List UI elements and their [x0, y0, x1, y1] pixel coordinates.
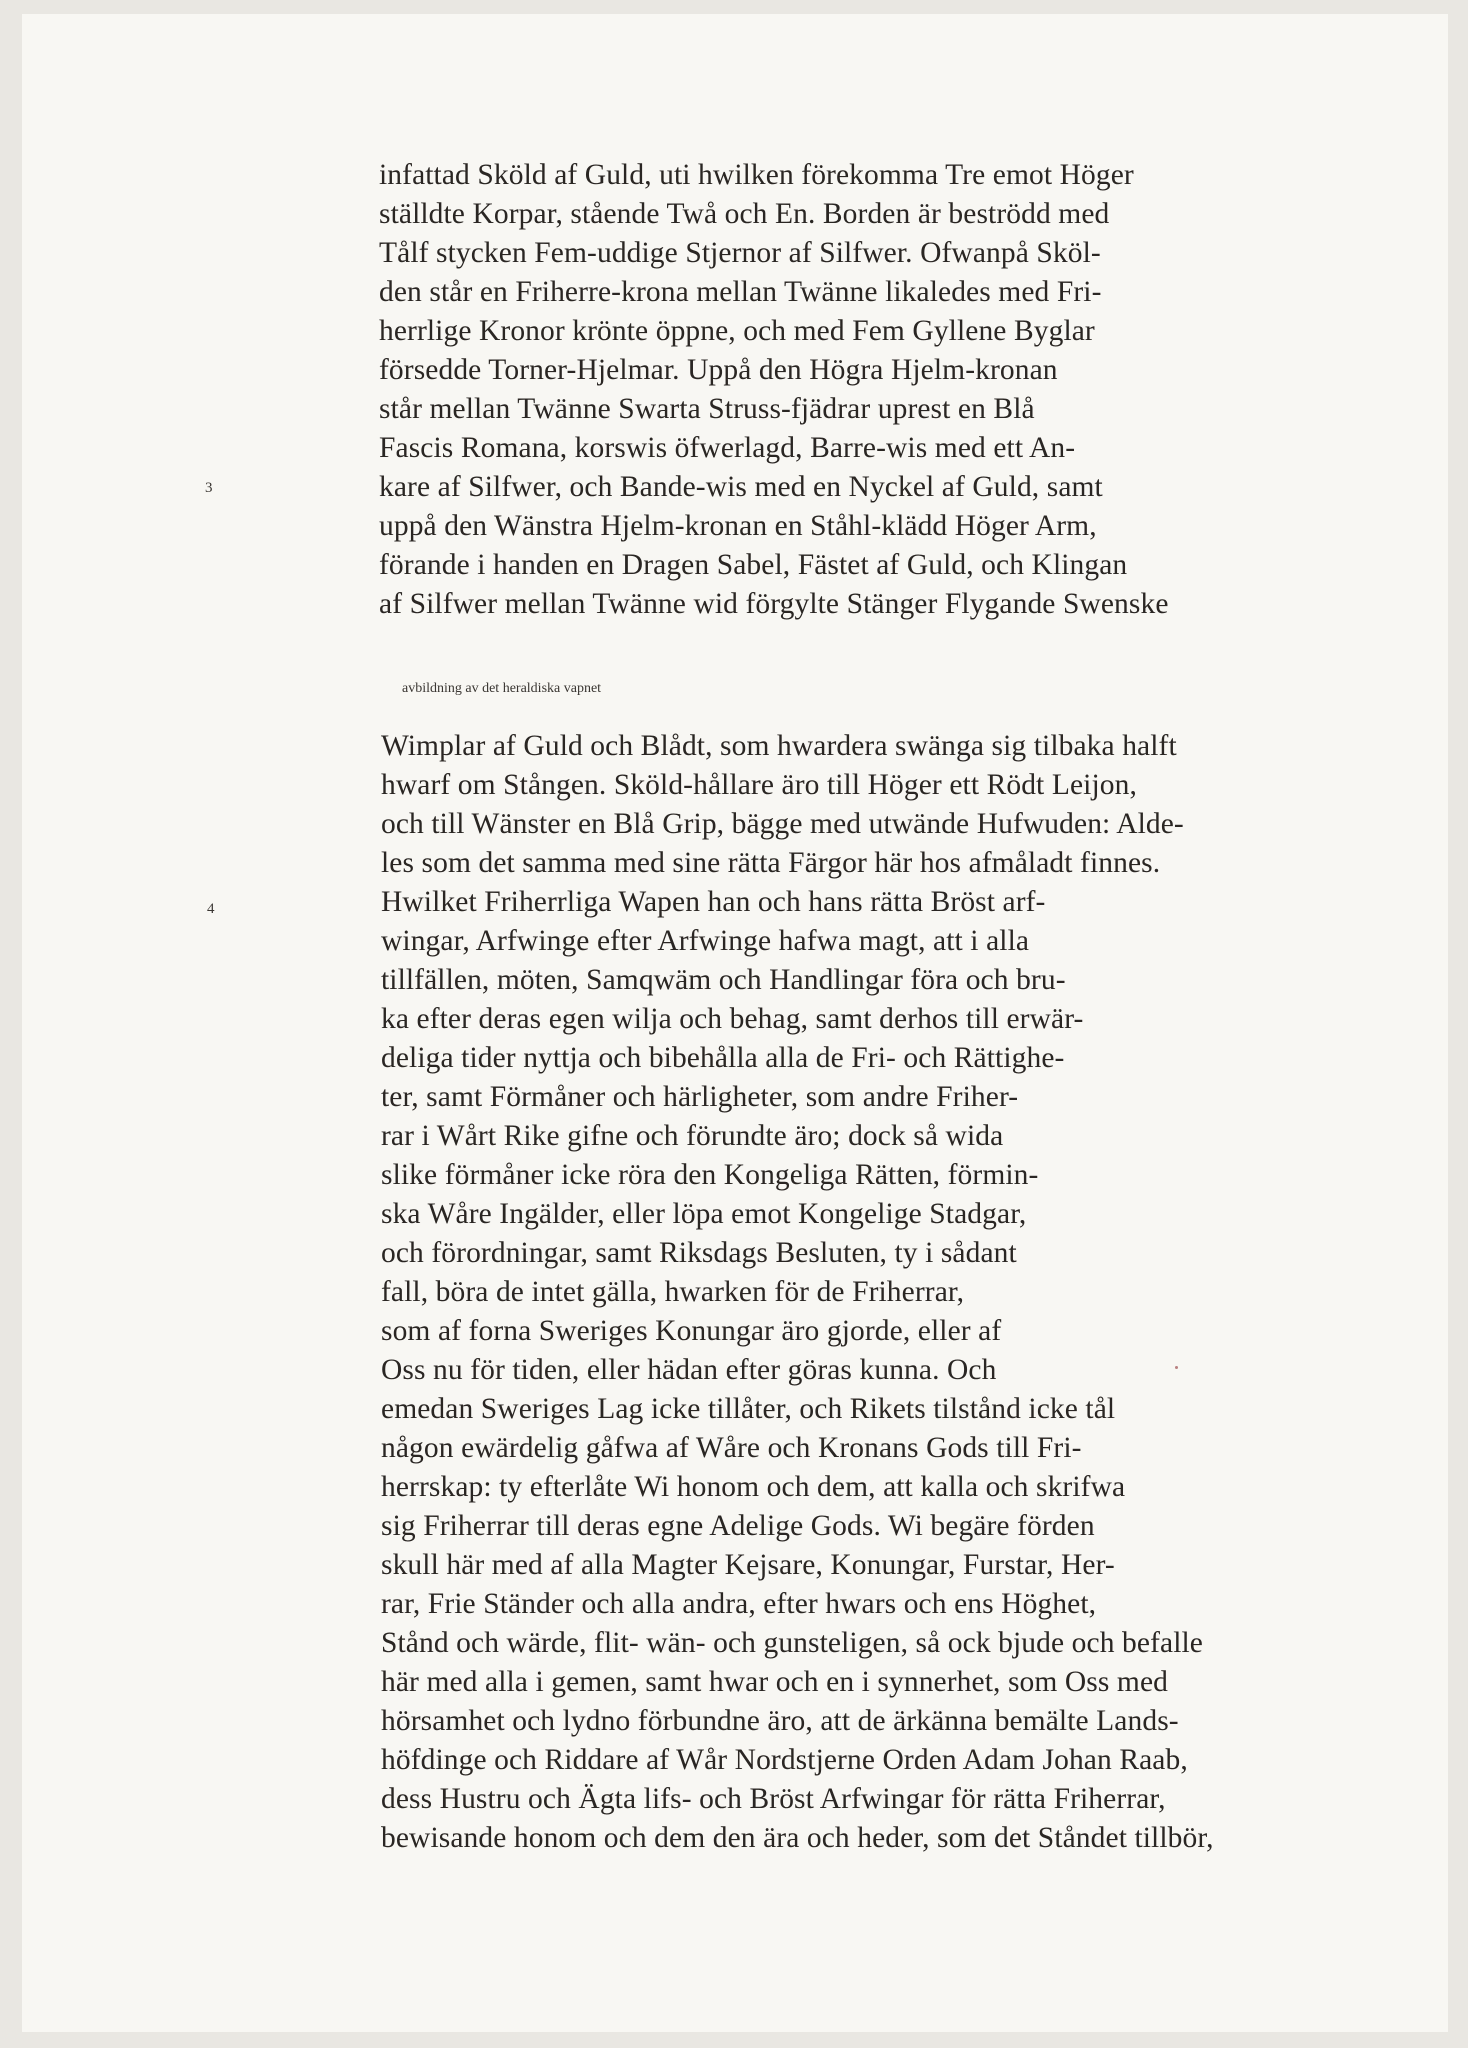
text-line: skull här med af alla Magter Kejsare, Konungar, Furstar, Her-: [381, 1549, 1115, 1581]
text-line: står mellan Twänne Swarta Struss-fjädrar uprest en Blå: [379, 393, 1035, 425]
text-line: sig Friherrar till deras egne Adelige Gods. Wi begäre förden: [381, 1510, 1095, 1542]
text-line: bewisande honom och dem den ära och heder, som det Ståndet tillbör,: [381, 1822, 1214, 1854]
text-line: infattad Sköld af Guld, uti hwilken förekomma Tre emot Höger: [379, 159, 1134, 191]
text-line: uppå den Wänstra Hjelm-kronan en Ståhl-klädd Höger Arm,: [379, 510, 1097, 542]
show-through-shadow: [82, 334, 112, 454]
text-line: herrskap: ty efterlåte Wi honom och dem, att kalla och skrifwa: [381, 1471, 1126, 1503]
margin-number: 4: [207, 901, 215, 917]
text-line: ställdte Korpar, stående Twå och En. Borden är beströdd med: [379, 198, 1110, 230]
text-line: försedde Torner-Hjelmar. Uppå den Högra Hjelm-kronan: [379, 354, 1058, 386]
text-line: Stånd och wärde, flit- wän- och gunsteligen, så ock bjude och befalle: [381, 1627, 1203, 1659]
text-line: ska Wåre Ingälder, eller löpa emot Kongelige Stadgar,: [381, 1198, 1027, 1230]
document-page: [22, 14, 1448, 2032]
text-line: rar i Wårt Rike gifne och förundte äro; dock så wida: [381, 1120, 1004, 1152]
text-line: af Silfwer mellan Twänne wid förgylte Stänger Flygande Swenske: [379, 588, 1169, 620]
text-line: och förordningar, samt Riksdags Besluten, ty i sådant: [381, 1237, 1017, 1269]
text-line: ka efter deras egen wilja och behag, samt derhos till erwär-: [381, 1003, 1084, 1035]
text-line: Tålf stycken Fem-uddige Stjernor af Silfwer. Ofwanpå Sköl-: [379, 237, 1101, 269]
text-line: och till Wänster en Blå Grip, bägge med utwände Hufwuden: Alde-: [381, 808, 1184, 840]
text-line: den står en Friherre-krona mellan Twänne likaledes med Fri-: [379, 276, 1102, 308]
text-line: som af forna Sweriges Konungar äro gjorde, eller af: [381, 1315, 1002, 1347]
text-line: kare af Silfwer, och Bande-wis med en Nyckel af Guld, samt: [379, 471, 1103, 503]
text-line: ter, samt Förmåner och härligheter, som andre Friher-: [381, 1081, 1019, 1113]
text-line: här med alla i gemen, samt hwar och en i synnerhet, som Oss med: [381, 1666, 1169, 1698]
text-line: tillfällen, möten, Samqwäm och Handlingar föra och bru-: [381, 964, 1066, 996]
text-line: dess Hustru och Ägta lifs- och Bröst Arfwingar för rätta Friherrar,: [381, 1783, 1166, 1815]
text-line: deliga tider nyttja och bibehålla alla de Fri- och Rättighe-: [381, 1042, 1065, 1074]
text-line: Hwilket Friherrliga Wapen han och hans rätta Bröst arf-: [381, 886, 1046, 918]
text-line: rar, Frie Ständer och alla andra, efter hwars och ens Höghet,: [381, 1588, 1097, 1620]
paper-speck: [1175, 1366, 1178, 1369]
text-line: Wimplar af Guld och Blådt, som hwardera swänga sig tilbaka halft: [381, 730, 1177, 762]
text-line: höfdinge och Riddare af Wår Nordstjerne Orden Adam Johan Raab,: [381, 1744, 1188, 1776]
text-line: hörsamhet och lydno förbundne äro, att de ärkänna bemälte Lands-: [381, 1705, 1179, 1737]
text-line: emedan Sweriges Lag icke tillåter, och Rikets tilstånd icke tål: [381, 1393, 1116, 1425]
text-line: wingar, Arfwinge efter Arfwinge hafwa magt, att i alla: [381, 925, 1030, 957]
margin-number: 3: [205, 480, 213, 496]
image-caption: avbildning av det heraldiska vapnet: [402, 681, 602, 696]
text-line: någon ewärdelig gåfwa af Wåre och Kronans Gods till Fri-: [381, 1432, 1082, 1464]
text-line: slike förmåner icke röra den Kongeliga Rätten, förmin-: [381, 1159, 1039, 1191]
text-line: fall, böra de intet gälla, hwarken för de Friherrar,: [381, 1276, 965, 1308]
text-line: Oss nu för tiden, eller hädan efter göras kunna. Och: [381, 1354, 997, 1386]
text-line: les som det samma med sine rätta Färgor här hos afmåladt finnes.: [381, 847, 1161, 879]
text-line: förande i handen en Dragen Sabel, Fästet af Guld, och Klingan: [379, 549, 1128, 581]
text-line: hwarf om Stången. Sköld-hållare äro till Höger ett Rödt Leijon,: [381, 769, 1137, 801]
text-line: Fascis Romana, korswis öfwerlagd, Barre-wis med ett An-: [379, 432, 1076, 464]
text-line: herrlige Kronor krönte öppne, och med Fem Gyllene Byglar: [379, 315, 1095, 347]
